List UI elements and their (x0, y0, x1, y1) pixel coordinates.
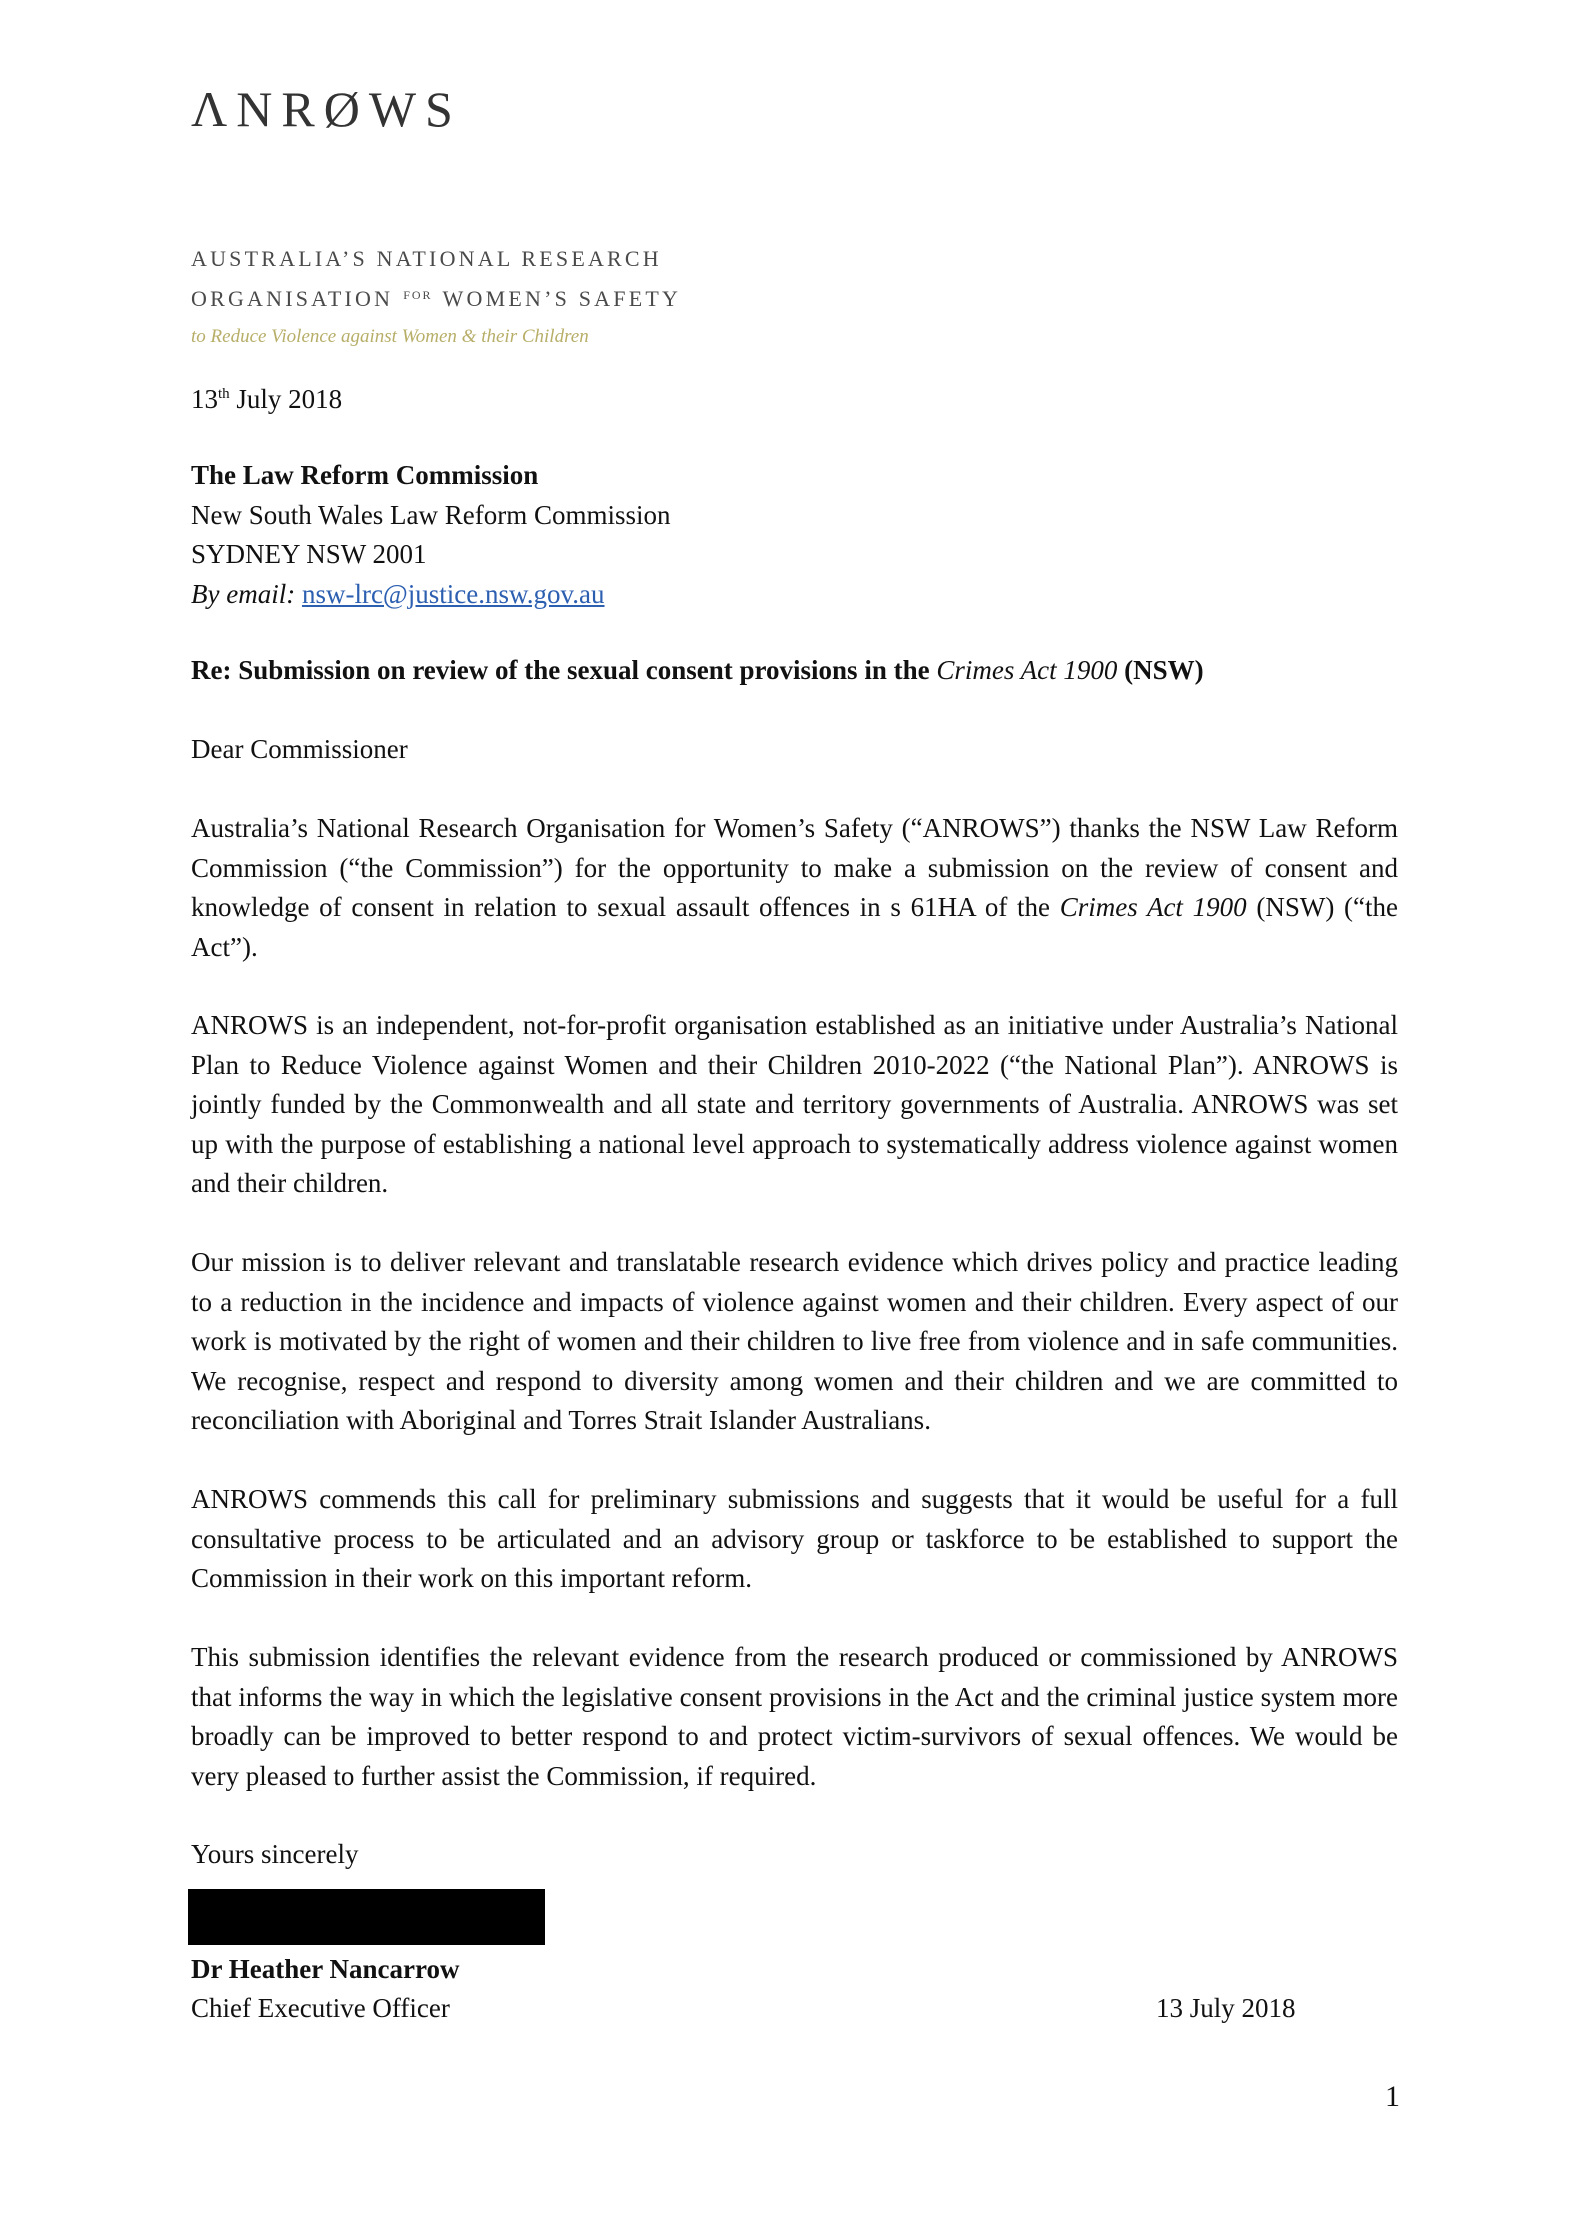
paragraph-5: This submission identifies the relevant evidence from the research produced or commissioned by ANROWS that informs the way in which the legislative consent provisions in the Act and the criminal justice system more broadly can be improved to better respond to and protect victim-survivors of sexual offences. We would be very pleased to further assist the Commission, if required. (191, 1642, 1398, 1791)
closing: Yours sincerely (191, 1839, 359, 1869)
recipient-email-line: By email: nsw-lrc@justice.nsw.gov.au (191, 578, 605, 609)
salutation: Dear Commissioner (191, 734, 408, 764)
recipient-name: The Law Reform Commission (191, 460, 539, 490)
paragraph-3: Our mission is to deliver relevant and translatable research evidence which drives policy and practice leading to a reduction in the incidence and impacts of violence against women and their children. Every aspect of our work is motivated by the right of women and their children to live free from violence and in safe communities. We recognise, respect and respond to diversity among women and their children and we are committed to reconciliation with Aboriginal and Torres Strait Islander Australians. (191, 1247, 1398, 1435)
org-name-line1: AUSTRALIA’S NATIONAL RESEARCH (191, 246, 662, 271)
letter-date: 13th July 2018 (191, 384, 343, 414)
anrows-logo: ΛNRØWS (191, 81, 462, 137)
recipient-line3: SYDNEY NSW 2001 (191, 539, 427, 569)
org-name-line2: ORGANISATION $^{FOR}$ WOMEN’S SAFETY (191, 286, 682, 311)
recipient-email-link[interactable]: nsw-lrc@justice.nsw.gov.au (301, 578, 605, 609)
paragraph-4: ANROWS commends this call for preliminary submissions and suggests that it would be useful for a full consultative process to be articulated and an advisory group or taskforce to be established to support the Commission in their work on this important reform. (191, 1484, 1398, 1593)
org-tagline: to Reduce Violence against Women & their Children (191, 326, 589, 347)
signature-date: 13 July 2018 (1156, 1993, 1296, 2023)
organisation-name-block (191, 240, 681, 355)
signer-name: Dr Heather Nancarrow (191, 1954, 460, 1984)
page-number: 1 (1385, 2080, 1400, 2113)
redacted-signature (188, 1889, 545, 1945)
paragraph-2: ANROWS is an independent, not-for-profit organisation established as an initiative under Australia’s National Plan to Reduce Violence against Women and their Children 2010-2022 (“the National Plan”). ANROWS is jointly funded by the Commonwealth and all state and territory governments of Australia. ANROWS was set up with the purpose of establishing a national level approach to systematically address violence against women and their children. (191, 1010, 1398, 1198)
subject-line: Re: Submission on review of the sexual consent provisions in the Crimes Act 1900 (NSW) (191, 655, 1204, 685)
recipient-line2: New South Wales Law Reform Commission (191, 499, 671, 530)
signer-title: Chief Executive Officer (191, 1993, 450, 2023)
recipient-block (191, 456, 1398, 614)
paragraph-1: Australia’s National Research Organisation for Women’s Safety (“ANROWS”) thanks the NSW Law Reform Commission (“the Commission”) for the opportunity to make a submission on the review of consent and knowledge of consent in relation to sexual assault offences in s 61HA of the Crimes Act 1900 (NSW) (“the Act”). (191, 813, 1398, 962)
